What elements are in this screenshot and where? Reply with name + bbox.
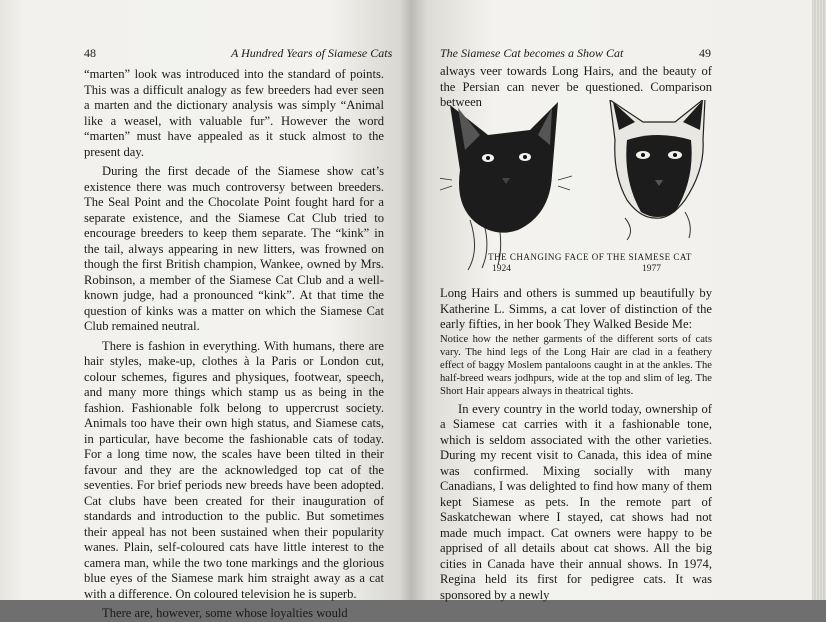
left-paragraph-3: There is fashion in everything. With humans, there are hair styles, make-up, clothes à la Paris or London cut, colour schemes, figures and physiques, footwear, speech, and many more things which stamp us as being in the fashion. Fashionable folk belong to uppercrust society. Animals too have their own high status, and Siamese cats, in particular, have become the fashionable cats of today. For a long time now, the scales have been tilted in their favour and they are the acknowledged top cat of the seventies. For brief periods new breeds have been adopted. Cat clubs have been created for their inauguration of standards and introduction to the public. But sometimes their appeal has not been sustained when their popularity wanes. Plain, self-coloured cats have little interest to the camera man, while the two tone markings and the glorious blue eyes of the Siamese mark him straight away as a cat with a difference. On coloured television he is superb. xyxy=(84,338,384,601)
page-edges xyxy=(812,0,826,600)
figure-year-left: 1924 xyxy=(492,264,511,274)
left-paragraph-2: During the first decade of the Siamese show cat’s existence there was much controversy between breeders. The Seal Point and the Chocolate Point fought hard for a separate existence, and the Siamese Cat Club tried to encourage breeders to keep them separate. The “kink” in the tail, always appearing in new litters, was frowned on though the first British champion, Wankee, owned by Mrs. Robinson, a member of the Siamese Cat Club and a well-known judge, had a pronounced “kink”. At that time the question of kinks was a matter on which the Siamese Cat Club remained neutral. xyxy=(84,164,384,333)
left-paragraph-1: “marten” look was introduced into the standard of points. This was a difficult analogy as few breeders had ever seen a marten and the dictionary analysis was simply “Animal like a weasel, with valuable fur”. However the word “marten” must have appealed as it stuck almost to the present day. xyxy=(84,67,384,159)
left-page-number: 48 xyxy=(84,46,96,60)
cat-1977-drawing xyxy=(610,100,705,240)
figure-caption: THE CHANGING FACE OF THE SIAMESE CAT xyxy=(488,252,692,262)
right-running-title: The Siamese Cat becomes a Show Cat xyxy=(440,46,624,60)
left-running-title: A Hundred Years of Siamese Cats xyxy=(231,46,393,60)
right-page-number: 49 xyxy=(699,46,711,60)
left-body-text xyxy=(84,67,384,622)
figure-year-right: 1977 xyxy=(642,264,661,274)
left-paragraph-4: There are, however, some whose loyalties would xyxy=(102,606,348,620)
cat-1924-drawing xyxy=(440,102,572,270)
right-lower-text xyxy=(440,286,712,603)
block-quote: Notice how the nether garments of the different sorts of cats vary. The hind legs of the Long Hair are clad in a feathery effect of baggy Moslem pantaloons caught in at the ankles. The half-breed wears jodhpurs, wide at the top and slim of leg. The Short Hair appears always in theatrical tights. xyxy=(440,333,712,397)
right-paragraph-after-figure: Long Hairs and others is summed up beautifully by Katherine L. Simms, a cat lover of distinction of the early fifties, in her book They Walked Beside Me: xyxy=(440,286,712,331)
right-top-paragraph: always veer towards Long Hairs, and the beauty of the Persian can never be questioned. Comparison between xyxy=(440,64,712,109)
right-final-paragraph: In every country in the world today, ownership of a Siamese cat carries with it a fashionable tone, which is seldom associated with the other varieties. During my recent visit to Canada, this idea of mine was confirmed. Mixing socially with many Canadians, I was delighted to find how many of them kept Siamese as pets. In the remote part of Saskatchewan where I stayed, cat shows had not made much impact. Cat owners were happy to be apprised of all details about cat shows. All the big cities in Canada have their annual shows. In 1974, Regina held its first for pedigree cats. It was sponsored by a newly xyxy=(440,401,712,602)
